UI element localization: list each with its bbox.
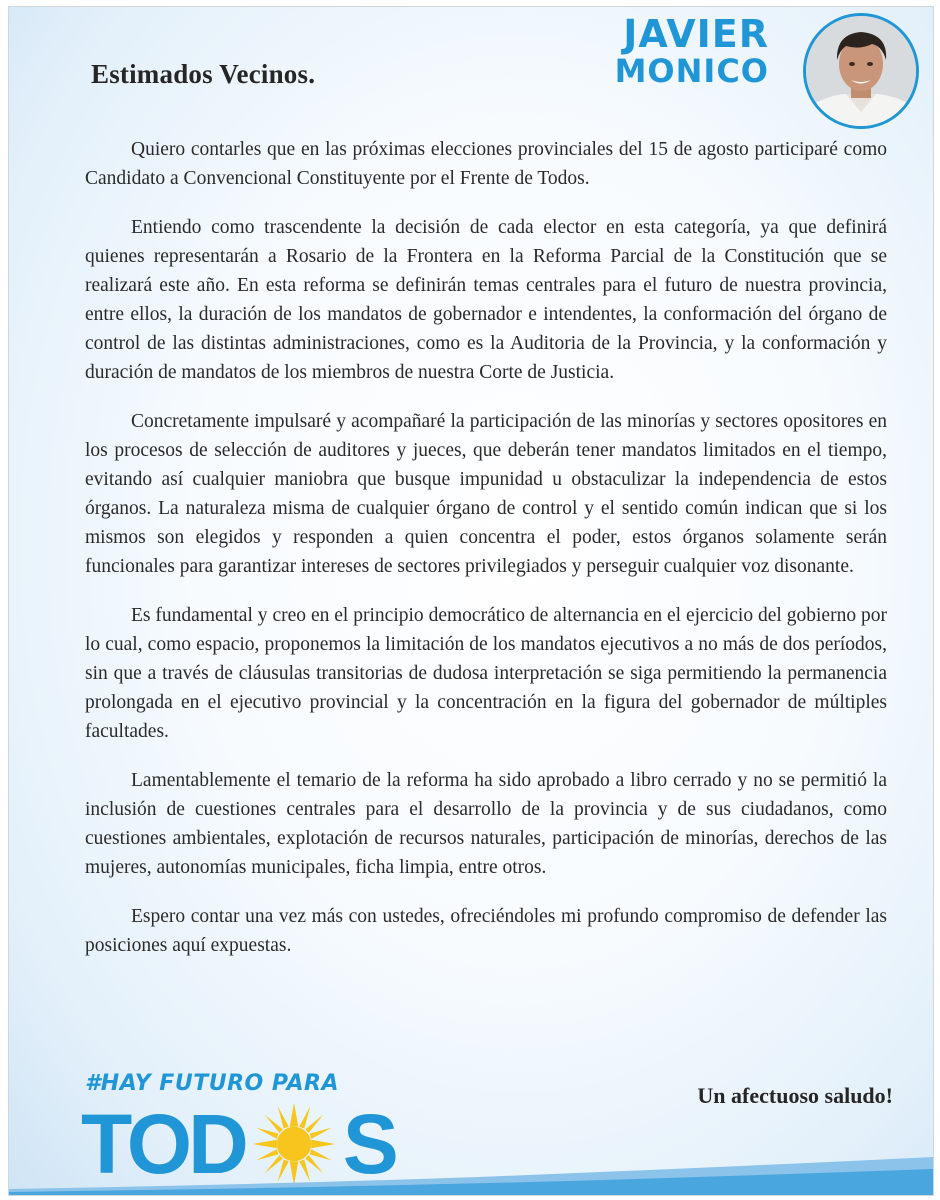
paragraph-3: Concretamente impulsaré y acompañaré la participación de las minorías y sectores opositores en los procesos de selección de auditores y jueces, que deberán tener mandatos limitados en el tiempo, evitando así cualquier maniobra que busque impunidad u obstaculizar la independencia de estos órganos. La naturaleza misma de cualquier órgano de control y el sentido común indican que si los mismos son elegidos y responden a quien concentra el poder, estos órganos solamente serán funcionales para garantizar intereses de sectores privilegiados y perseguir cualquier voz disonante.	[85, 411, 887, 577]
candidate-portrait-icon	[806, 16, 916, 126]
paragraph-2: Entiendo como trascendente la decisión de cada elector en esta categoría, ya que definirá quienes representarán a Rosario de la Frontera en la Reforma Parcial de la Constitución que se realizará este año. En esta reforma se definirán temas centrales para el futuro de nuestra provincia, entre ellos, la duración de los mandatos de gobernador e intendentes, la conformación del órgano de control de las distintas administraciones, como es la Auditoria de la Provincia, y la conformación y duración de mandatos de los miembros de nuestra Corte de Justicia.	[85, 217, 887, 383]
candidate-name	[614, 12, 769, 90]
letter-body	[85, 135, 887, 980]
candidate-avatar	[803, 13, 919, 129]
campaign-hashtag: #HAY FUTURO PARA	[85, 1071, 339, 1096]
paragraph-4: Es fundamental y creo en el principio democrático de alternancia en el ejercicio del gobierno por lo cual, como espacio, proponemos la limitación de los mandatos ejecutivos a no más de dos períodos, sin que a través de cláusulas transitorias de dudosa interpretación se siga permitiendo la permanencia prolongada en el ejecutivo provincial y la concentración en la figura del gobernador de múltiples facultades.	[85, 605, 887, 742]
paragraph-5: Lamentablemente el temario de la reforma ha sido aprobado a libro cerrado y no se permitió la inclusión de cuestiones centrales para el desarrollo de la provincia y de sus ciudadanos, como cuestiones ambientales, explotación de recursos naturales, participación de minorías, derechos de las mujeres, autonomías municipales, ficha limpia, entre otros.	[85, 770, 887, 878]
decorative-wave	[9, 1155, 933, 1195]
paragraph-6: Espero contar una vez más con ustedes, ofreciéndoles mi profundo compromiso de defender las posiciones aquí expuestas.	[85, 906, 887, 956]
candidate-first-name: JAVIER	[623, 12, 769, 56]
greeting: Estimados Vecinos.	[91, 59, 316, 89]
closing-salutation: Un afectuoso saludo!	[697, 1083, 893, 1108]
logo-text-right: S	[342, 1097, 395, 1191]
logo-text-left: TOD	[81, 1097, 245, 1191]
letter-page	[8, 6, 934, 1196]
paragraph-1: Quiero contarles que en las próximas elecciones provinciales del 15 de agosto participaré como Candidato a Convencional Constituyente por el Frente de Todos.	[85, 139, 887, 189]
candidate-last-name: MONICO	[614, 51, 769, 90]
